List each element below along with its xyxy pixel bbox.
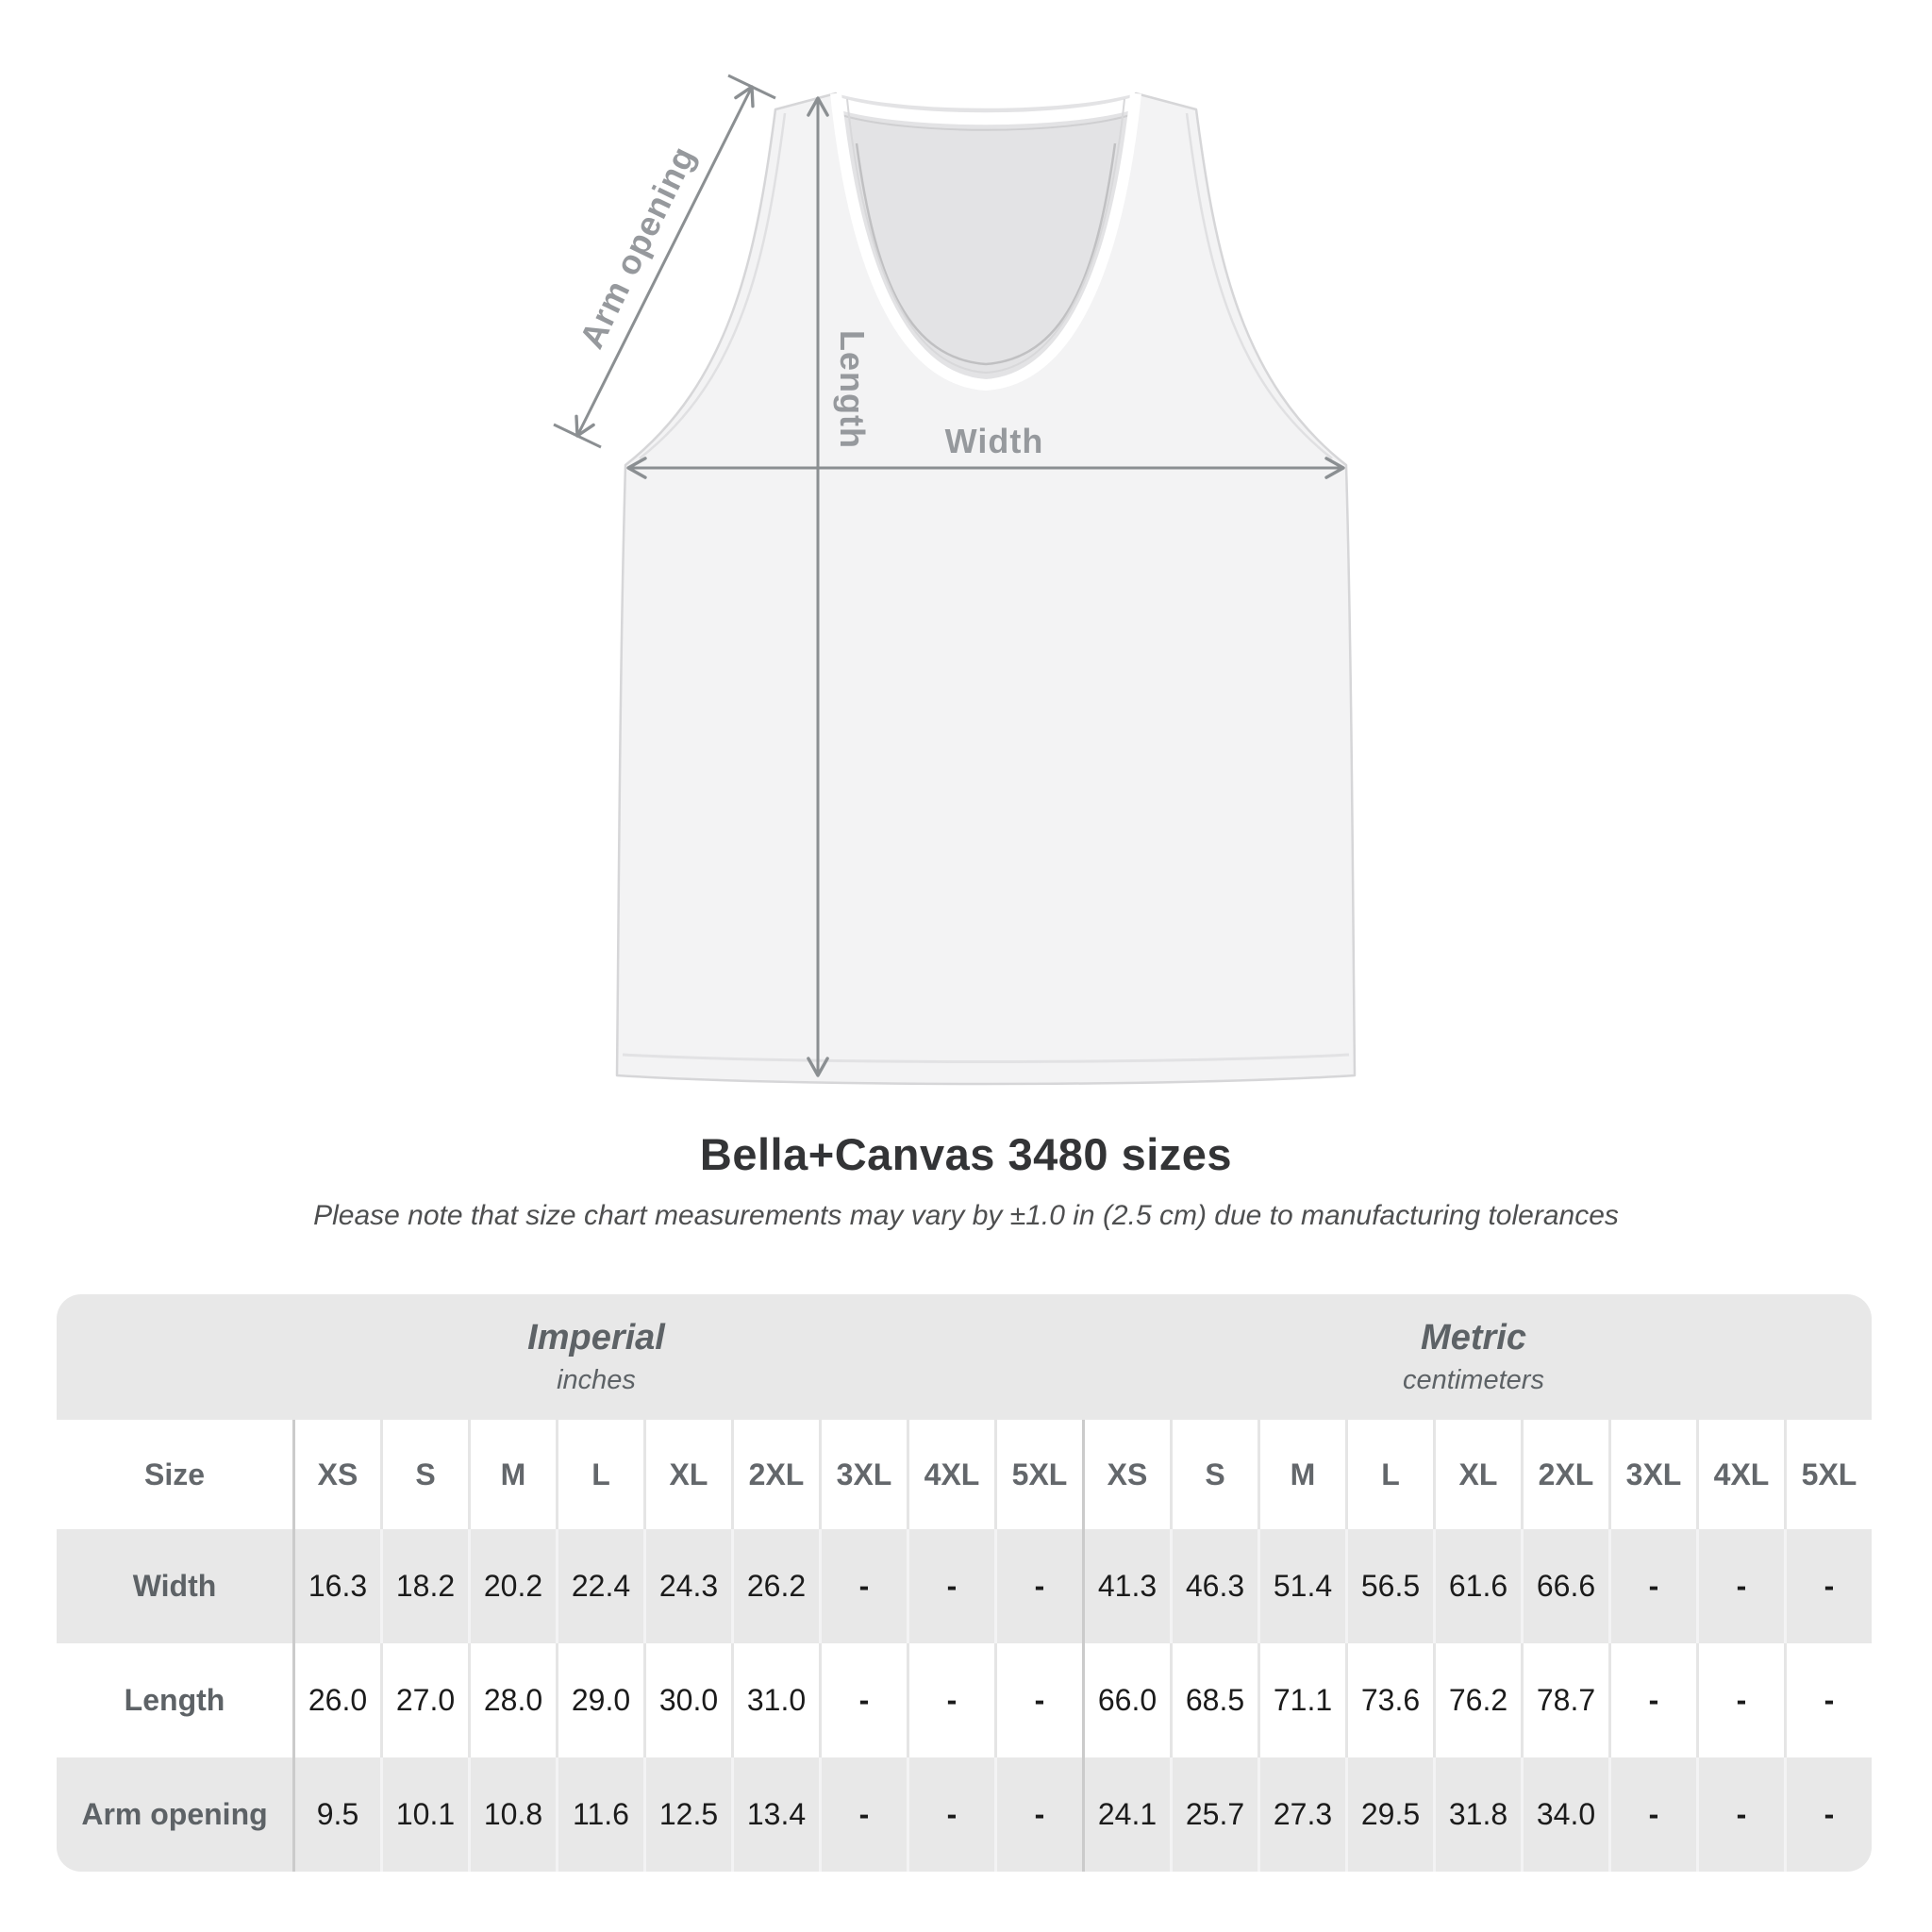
cell-length-imperial-s: 27.0	[380, 1643, 468, 1757]
size-table	[57, 1294, 1872, 1872]
size-header-metric-2xl: 2XL	[1521, 1420, 1608, 1529]
arm-opening-label: Arm opening	[572, 140, 704, 355]
cell-width-metric-2xl: 66.6	[1521, 1529, 1608, 1643]
cell-width-metric-5xl: -	[1784, 1529, 1872, 1643]
imperial-unit-header	[527, 1294, 665, 1420]
cell-arm-opening-imperial-5xl: -	[994, 1757, 1082, 1872]
row-label-arm-opening: Arm opening	[57, 1757, 292, 1872]
cell-length-metric-2xl: 78.7	[1521, 1643, 1608, 1757]
size-header-imperial-m: M	[468, 1420, 556, 1529]
width-label: Width	[944, 422, 1044, 460]
cell-width-imperial-3xl: -	[819, 1529, 907, 1643]
row-label-length: Length	[57, 1643, 292, 1757]
cell-width-metric-s: 46.3	[1170, 1529, 1257, 1643]
cell-arm-opening-imperial-3xl: -	[819, 1757, 907, 1872]
metric-sublabel: centimeters	[1403, 1365, 1544, 1395]
imperial-label: Imperial	[527, 1318, 665, 1357]
cell-width-metric-4xl: -	[1696, 1529, 1784, 1643]
cell-arm-opening-metric-l: 29.5	[1345, 1757, 1433, 1872]
cell-arm-opening-metric-5xl: -	[1784, 1757, 1872, 1872]
cell-width-imperial-xs: 16.3	[292, 1529, 380, 1643]
cell-arm-opening-metric-xl: 31.8	[1433, 1757, 1521, 1872]
cell-width-imperial-m: 20.2	[468, 1529, 556, 1643]
size-header-metric-m: M	[1257, 1420, 1345, 1529]
unit-header-band	[57, 1294, 1872, 1420]
cell-arm-opening-imperial-s: 10.1	[380, 1757, 468, 1872]
cell-arm-opening-metric-3xl: -	[1608, 1757, 1696, 1872]
arm-opening-tick-top	[728, 75, 775, 98]
cell-width-imperial-s: 18.2	[380, 1529, 468, 1643]
cell-arm-opening-metric-xs: 24.1	[1082, 1757, 1170, 1872]
size-header-metric-4xl: 4XL	[1696, 1420, 1784, 1529]
cell-width-imperial-4xl: -	[907, 1529, 994, 1643]
cell-width-metric-xs: 41.3	[1082, 1529, 1170, 1643]
cell-arm-opening-metric-2xl: 34.0	[1521, 1757, 1608, 1872]
size-header-imperial-2xl: 2XL	[731, 1420, 819, 1529]
imperial-sublabel: inches	[557, 1365, 636, 1395]
cell-width-metric-l: 56.5	[1345, 1529, 1433, 1643]
cell-arm-opening-imperial-2xl: 13.4	[731, 1757, 819, 1872]
size-column-header: Size	[57, 1420, 292, 1529]
cell-arm-opening-imperial-m: 10.8	[468, 1757, 556, 1872]
cell-length-metric-4xl: -	[1696, 1643, 1784, 1757]
cell-length-imperial-5xl: -	[994, 1643, 1082, 1757]
cell-length-imperial-3xl: -	[819, 1643, 907, 1757]
size-header-metric-xl: XL	[1433, 1420, 1521, 1529]
cell-width-imperial-xl: 24.3	[643, 1529, 731, 1643]
length-label: Length	[833, 330, 872, 449]
size-header-imperial-xl: XL	[643, 1420, 731, 1529]
size-table-grid	[57, 1420, 1872, 1872]
cell-arm-opening-imperial-xl: 12.5	[643, 1757, 731, 1872]
size-header-imperial-4xl: 4XL	[907, 1420, 994, 1529]
size-header-imperial-l: L	[556, 1420, 643, 1529]
cell-width-metric-xl: 61.6	[1433, 1529, 1521, 1643]
size-header-imperial-5xl: 5XL	[994, 1420, 1082, 1529]
size-header-imperial-s: S	[380, 1420, 468, 1529]
size-header-metric-3xl: 3XL	[1608, 1420, 1696, 1529]
page-title: Bella+Canvas 3480 sizes	[699, 1129, 1233, 1179]
row-label-width: Width	[57, 1529, 292, 1643]
cell-length-metric-l: 73.6	[1345, 1643, 1433, 1757]
cell-length-metric-s: 68.5	[1170, 1643, 1257, 1757]
size-header-metric-5xl: 5XL	[1784, 1420, 1872, 1529]
cell-width-imperial-l: 22.4	[556, 1529, 643, 1643]
cell-length-metric-5xl: -	[1784, 1643, 1872, 1757]
cell-length-imperial-m: 28.0	[468, 1643, 556, 1757]
cell-length-metric-xs: 66.0	[1082, 1643, 1170, 1757]
cell-width-metric-3xl: -	[1608, 1529, 1696, 1643]
cell-width-imperial-2xl: 26.2	[731, 1529, 819, 1643]
metric-unit-header	[1403, 1294, 1544, 1420]
size-header-metric-xs: XS	[1082, 1420, 1170, 1529]
cell-length-imperial-2xl: 31.0	[731, 1643, 819, 1757]
cell-arm-opening-metric-4xl: -	[1696, 1757, 1784, 1872]
size-header-imperial-3xl: 3XL	[819, 1420, 907, 1529]
size-header-metric-l: L	[1345, 1420, 1433, 1529]
cell-arm-opening-imperial-4xl: -	[907, 1757, 994, 1872]
cell-arm-opening-metric-s: 25.7	[1170, 1757, 1257, 1872]
cell-length-imperial-4xl: -	[907, 1643, 994, 1757]
cell-width-metric-m: 51.4	[1257, 1529, 1345, 1643]
cell-arm-opening-imperial-xs: 9.5	[292, 1757, 380, 1872]
cell-length-metric-xl: 76.2	[1433, 1643, 1521, 1757]
size-header-imperial-xs: XS	[292, 1420, 380, 1529]
cell-length-imperial-l: 29.0	[556, 1643, 643, 1757]
arm-opening-tick-bottom	[554, 425, 601, 447]
cell-length-metric-m: 71.1	[1257, 1643, 1345, 1757]
cell-length-imperial-xs: 26.0	[292, 1643, 380, 1757]
cell-arm-opening-imperial-l: 11.6	[556, 1757, 643, 1872]
cell-length-imperial-xl: 30.0	[643, 1643, 731, 1757]
size-header-metric-s: S	[1170, 1420, 1257, 1529]
cell-length-metric-3xl: -	[1608, 1643, 1696, 1757]
cell-width-imperial-5xl: -	[994, 1529, 1082, 1643]
metric-label: Metric	[1421, 1318, 1526, 1357]
cell-arm-opening-metric-m: 27.3	[1257, 1757, 1345, 1872]
page-subtitle: Please note that size chart measurements may vary by ±1.0 in (2.5 cm) due to manufacturing tolerances	[313, 1200, 1619, 1231]
